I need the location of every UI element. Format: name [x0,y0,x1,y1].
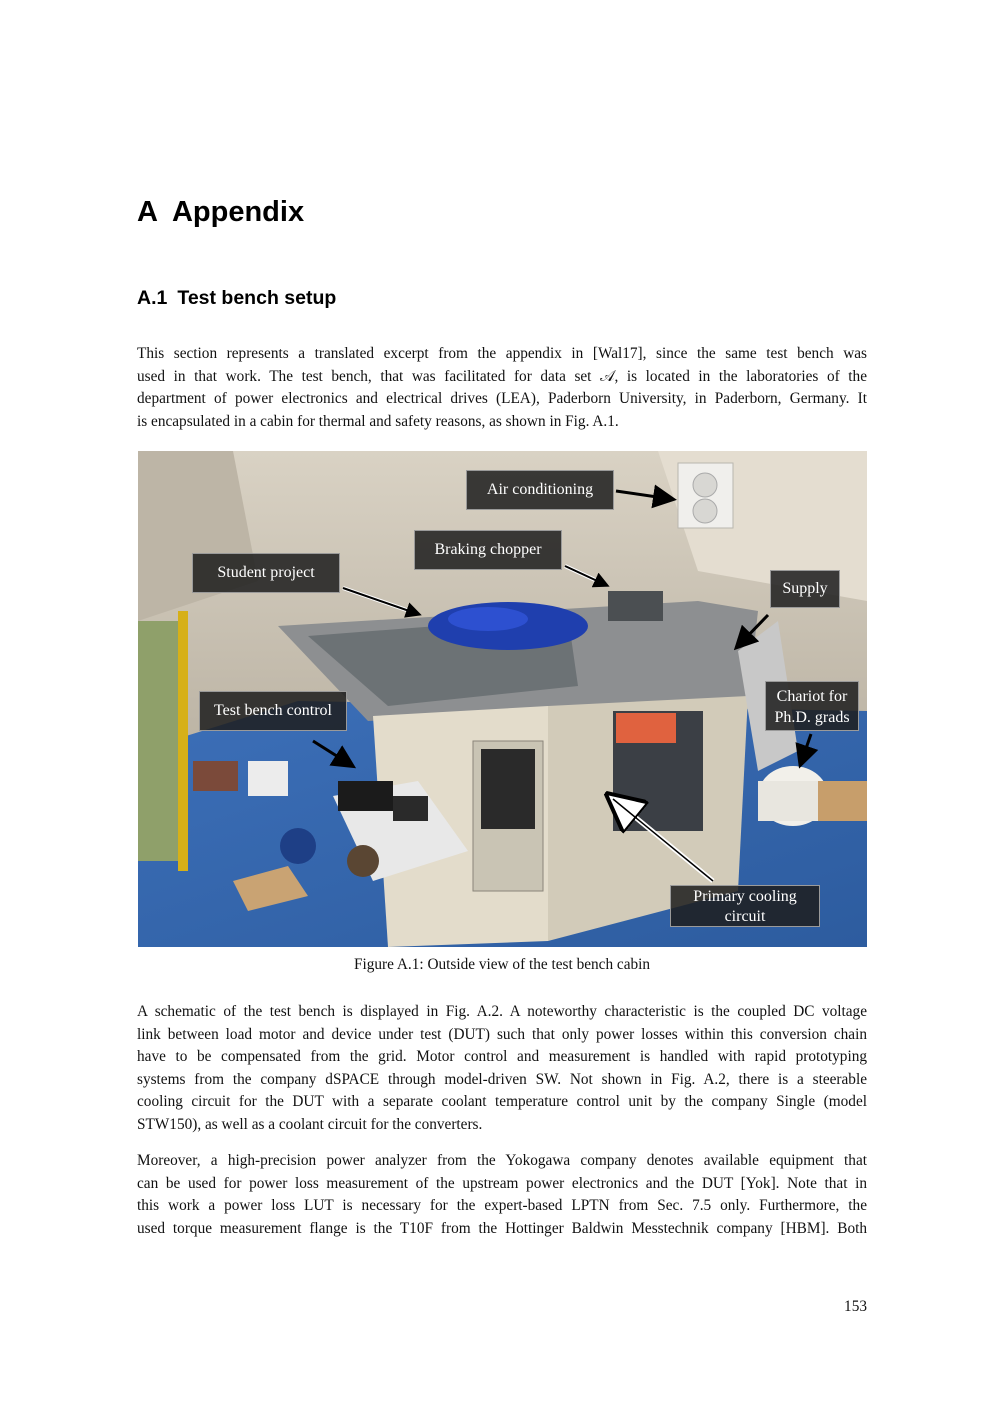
label-air-conditioning: Air conditioning [466,470,614,510]
paragraph-line: A schematic of the test bench is displayed in Fig. A.2. A noteworthy characteristic is the coupled DC voltage [137,1003,867,1020]
label-chariot-line2: Ph.D. grads [774,709,850,726]
paragraph-line: is encapsulated in a cabin for thermal and safety reasons, as shown in Fig. A.1. [137,412,619,430]
figure-caption: Figure A.1: Outside view of the test bench cabin [353,956,651,973]
chapter-heading [137,196,304,229]
paragraph-line: department of power electronics and electrical drives (LEA), Paderborn University, in Paderborn, Germany. It [137,390,867,408]
paragraph-line: this work a power loss LUT is necessary for the expert-based LPTN from Sec. 7.5 only. Furthermore, the [137,1197,867,1215]
paragraph-line: systems from the company dSPACE through model-driven SW. Not shown in Fig. A.2, there is a steerable [137,1070,867,1088]
paragraph-line: link between load motor and device under test (DUT) such that only power losses within this conversion chain [137,1025,867,1043]
paragraph-line: cooling circuit for the DUT with a separate coolant temperature control unit by the company Single (model [137,1093,867,1111]
paragraph-line: This section represents a translated excerpt from the appendix in [Wal17], since the same test bench was [137,345,867,362]
figure-test-bench-photo [138,451,867,947]
section-title-text: Test bench setup [177,287,337,309]
paragraph-line: can be used for power loss measurement of the upstream power electronics and the DUT [Yok]. Note that in [137,1174,867,1192]
label-chariot [765,681,859,731]
label-cooling-line1: Primary cooling [693,888,797,905]
label-braking-chopper: Braking chopper [414,530,562,570]
label-chariot-line1: Chariot for [776,688,848,705]
label-primary-cooling [670,885,820,927]
paragraph-line: STW150), as well as a coolant circuit for the converters. [137,1115,483,1133]
label-supply: Supply [770,570,840,608]
equipment-paragraph [137,1150,867,1240]
label-cooling-line2: circuit [724,908,766,925]
schematic-paragraph [137,1001,867,1137]
label-student-project: Student project [192,553,340,593]
section-number: A.1 [137,287,168,309]
paragraph-line: used torque measurement flange is the T10F from the Hottinger Baldwin Messtechnik company [HBM]. Both [137,1219,867,1237]
paragraph-line: Moreover, a high-precision power analyzer from the Yokogawa company denotes available equipment that [137,1152,867,1169]
paragraph-line: used in that work. The test bench, that was facilitated for data set 𝒜, is located in the laboratories of the [137,367,867,385]
chapter-number: A [137,196,158,228]
label-test-bench-control: Test bench control [199,691,347,731]
intro-paragraph [137,343,867,433]
page-number: 153 [844,1298,867,1315]
chapter-title-text: Appendix [171,196,305,228]
section-heading [137,287,336,310]
paragraph-line: have to be compensated from the grid. Motor control and measurement is handled with rapid prototyping [137,1048,867,1066]
